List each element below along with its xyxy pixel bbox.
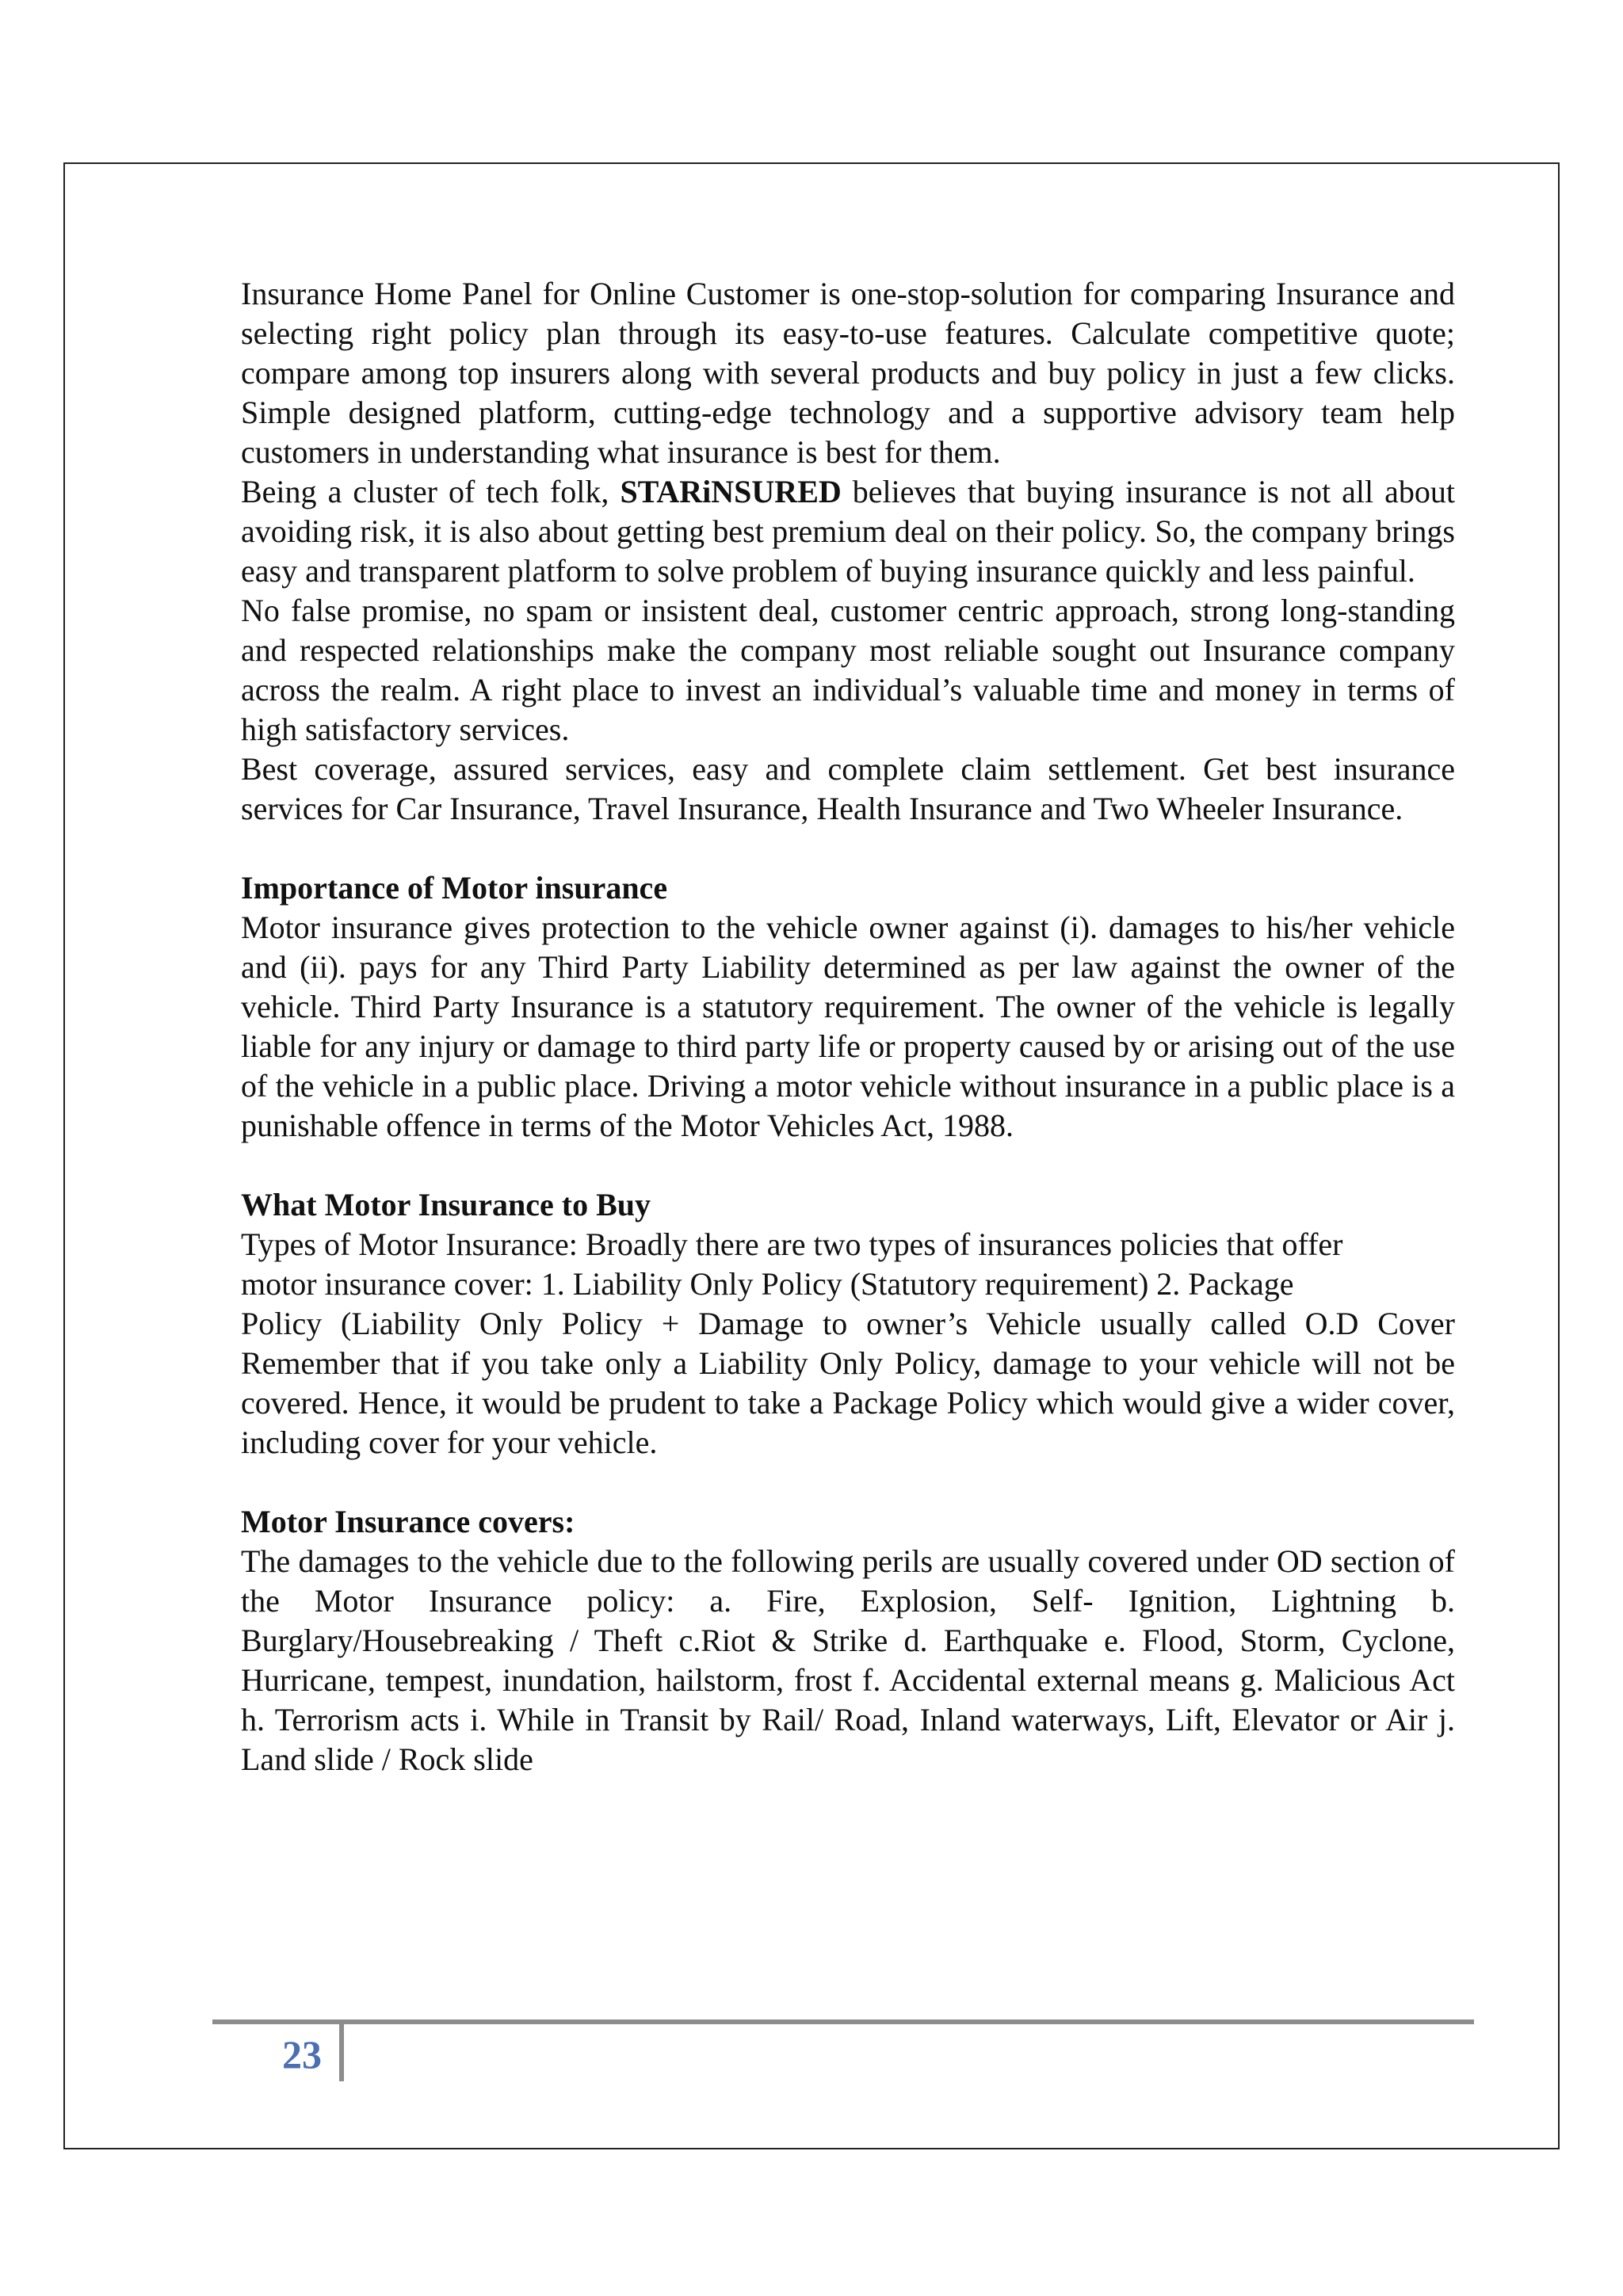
section-gap	[241, 1146, 1455, 1185]
importance-heading: Importance of Motor insurance	[241, 870, 668, 906]
page-number-divider	[339, 2024, 344, 2081]
brand-paragraph-lead: Being a cluster of tech folk,	[241, 474, 621, 509]
document-body	[241, 274, 1455, 1779]
brand-name: STARiNSURED	[620, 474, 842, 509]
buy-line-2: motor insurance cover: 1. Liability Only Policy (Statutory requirement) 2. Package	[241, 1266, 1294, 1302]
section-gap	[241, 829, 1455, 868]
covers-heading: Motor Insurance covers:	[241, 1504, 575, 1539]
brand-paragraph	[241, 472, 1455, 591]
buy-line-1: Types of Motor Insurance: Broadly there are two types of insurances policies that offer	[241, 1226, 1343, 1262]
intro-paragraph: Insurance Home Panel for Online Customer is one-stop-solution for comparing Insurance and selecting right policy plan through its easy-to-use features. Calculate competitive quote; compare among top insurers along with several products and buy policy in just a few clicks. Simple designed platform, cutting-edge technology and a supportive advisory team help customers in understanding what insurance is best for them.	[241, 276, 1455, 470]
page-number: 23	[282, 2032, 322, 2077]
importance-paragraph: Motor insurance gives protection to the vehicle owner against (i). damages to his/her vehicle and (ii). pays for any Third Party Liability determined as per law against the owner of the vehicle. Third Party Insurance is a statutory requirement. The owner of the vehicle is legally liable for any injury or damage to third party life or property caused by or arising out of the use of the vehicle in a public place. Driving a motor vehicle without insurance in a public place is a punishable offence in terms of the Motor Vehicles Act, 1988.	[241, 910, 1455, 1143]
coverage-paragraph: Best coverage, assured services, easy and complete claim settlement. Get best insurance services for Car Insurance, Travel Insurance, Health Insurance and Two Wheeler Insurance.	[241, 751, 1455, 826]
footer-rule	[212, 2019, 1474, 2024]
covers-paragraph: The damages to the vehicle due to the following perils are usually covered under OD section of the Motor Insurance policy: a. Fire, Explosion, Self- Ignition, Lightning b. Burglary/Housebreaking / Theft c.Riot & Strike d. Earthquake e. Flood, Storm, Cyclone, Hurricane, tempest, inundation, hailstorm, frost f. Accidental external means g. Malicious Act h. Terrorism acts i. While in Transit by Rail/ Road, Inland waterways, Lift, Elevator or Air j. Land slide / Rock slide	[241, 1543, 1455, 1777]
buy-paragraph: Policy (Liability Only Policy + Damage to owner’s Vehicle usually called O.D Cover Remember that if you take only a Liability Only Policy, damage to your vehicle will not be covered. Hence, it would be prudent to take a Package Policy which would give a wider cover, including cover for your vehicle.	[241, 1306, 1455, 1460]
brand-paragraph-rest: believes that buying insurance is not all about avoiding risk, it is also about getting best premium deal on their policy. So, the company brings easy and transparent platform to solve problem of buying insurance quickly and less painful.	[241, 474, 1455, 589]
reliability-paragraph: No false promise, no spam or insistent deal, customer centric approach, strong long-standing and respected relationships make the company most reliable sought out Insurance company across the realm. A right place to invest an individual’s valuable time and money in terms of high satisfactory services.	[241, 593, 1455, 747]
section-gap	[241, 1463, 1455, 1502]
buy-heading: What Motor Insurance to Buy	[241, 1187, 651, 1222]
